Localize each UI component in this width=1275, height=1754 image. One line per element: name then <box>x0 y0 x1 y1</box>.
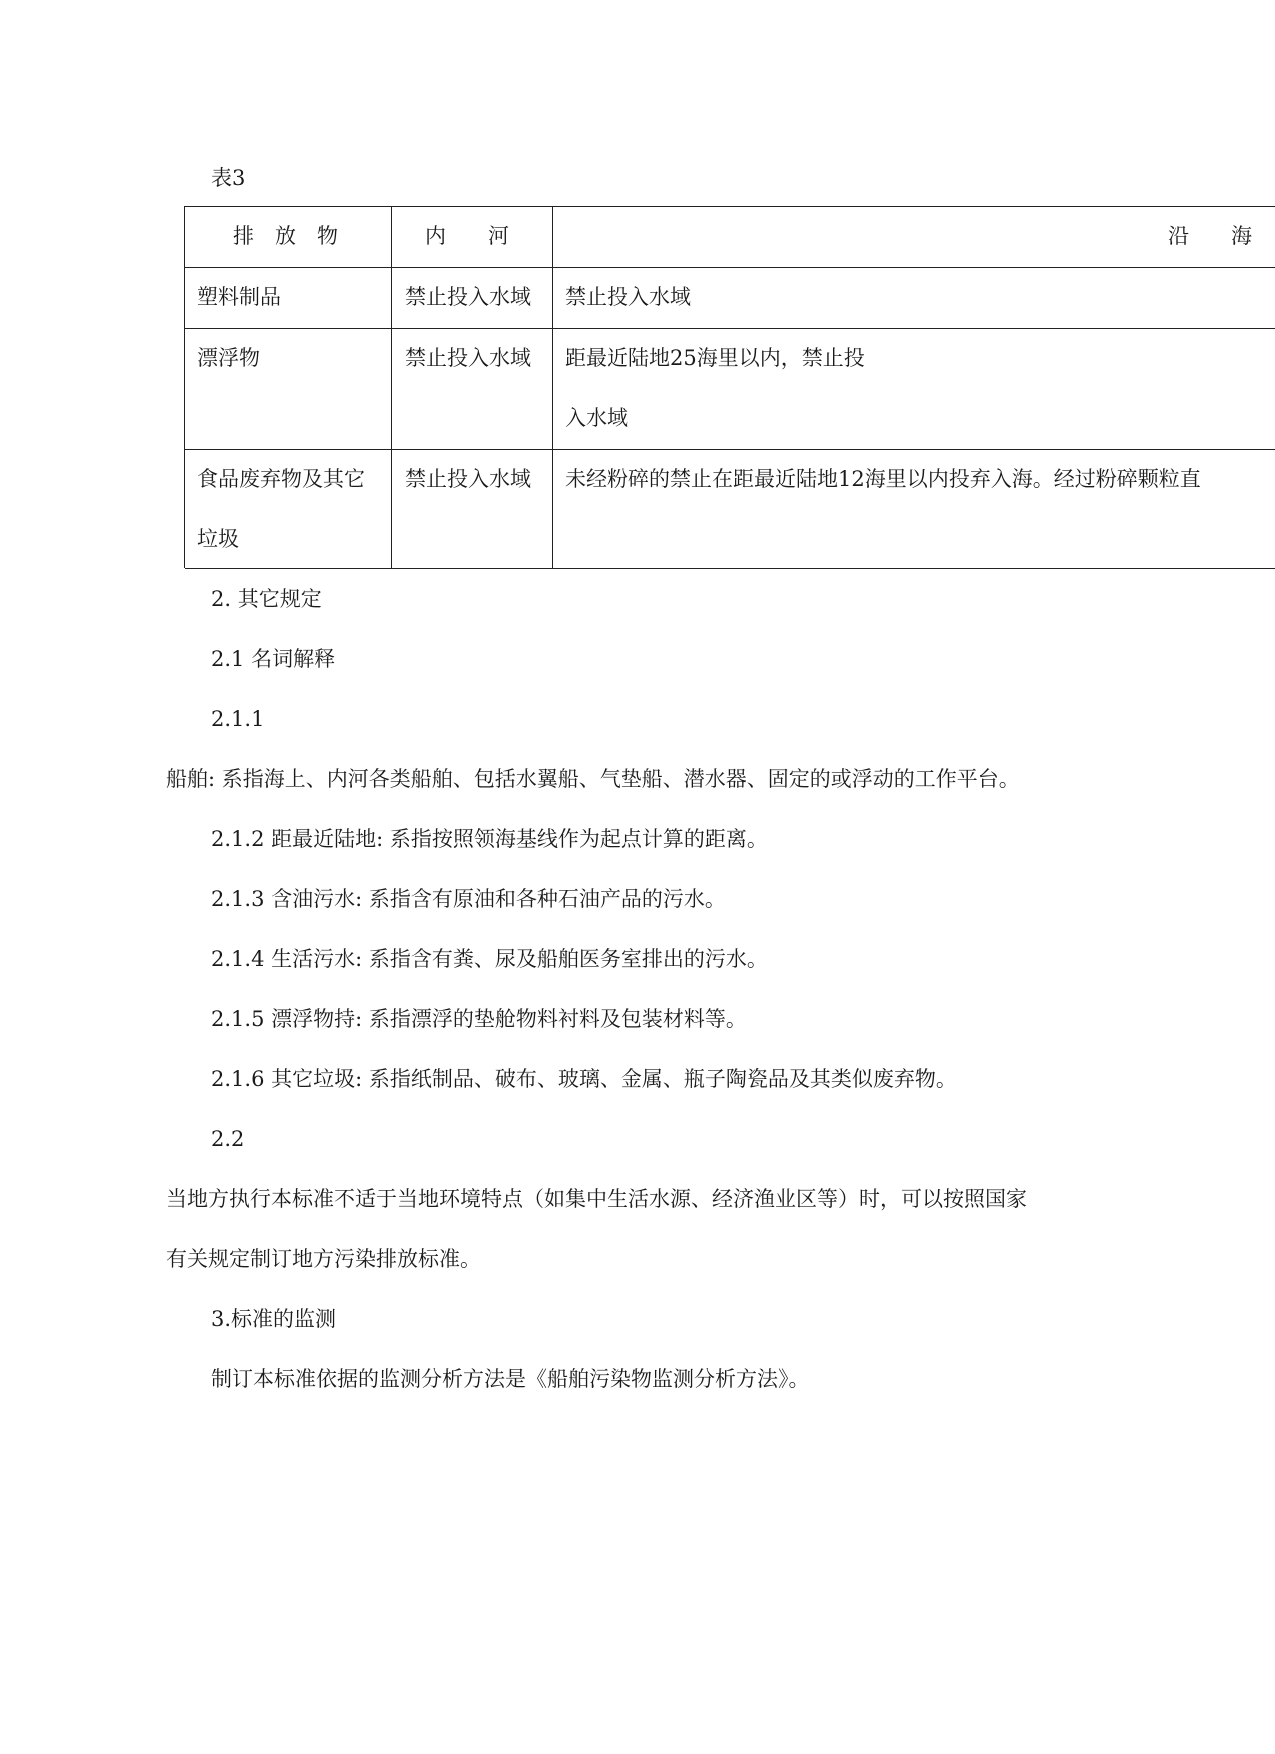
table-row-item: 塑料制品 <box>197 285 281 309</box>
section-2-1-5: 2.1.5 漂浮物持: 系指漂浮的垫舱物料衬料及包装材料等。 <box>211 1007 747 1031</box>
table-row-inland: 禁止投入水域 <box>405 285 531 309</box>
table-border-bottom <box>185 568 1275 569</box>
table-row-divider <box>185 328 1275 329</box>
section-2-1-4: 2.1.4 生活污水: 系指含有粪、尿及船舶医务室排出的污水。 <box>211 947 768 971</box>
table-row-inland: 禁止投入水域 <box>405 346 531 370</box>
section-3-text: 制订本标准依据的监测分析方法是《船舶污染物监测分析方法》。 <box>211 1367 810 1391</box>
table-row-coastal: 距最近陆地25海里以内，禁止投 <box>565 346 865 370</box>
section-2-2-number: 2.2 <box>211 1127 245 1151</box>
table-row-coastal: 禁止投入水域 <box>565 285 691 309</box>
table-row-coastal: 未经粉碎的禁止在距最近陆地12海里以内投弃入海。经过粉碎颗粒直 <box>565 467 1201 491</box>
section-2-heading: 2. 其它规定 <box>211 587 322 611</box>
table-col-divider <box>391 206 392 568</box>
table-row-item: 漂浮物 <box>197 346 260 370</box>
section-2-2-line1: 当地方执行本标准不适于当地环境特点（如集中生活水源、经济渔业区等）时，可以按照国家 <box>166 1187 1027 1211</box>
section-2-1-2: 2.1.2 距最近陆地: 系指按照领海基线作为起点计算的距离。 <box>211 827 768 851</box>
header-discharge: 排 放 物 <box>233 224 338 248</box>
table-border-top <box>185 206 1275 207</box>
section-3-heading: 3.标准的监测 <box>211 1307 337 1331</box>
header-inland: 内 河 <box>425 224 509 248</box>
section-2-2-line2: 有关规定制订地方污染排放标准。 <box>166 1247 481 1271</box>
table-row-coastal-cont: 入水域 <box>565 406 628 430</box>
table-row-inland: 禁止投入水域 <box>405 467 531 491</box>
section-2-1-heading: 2.1 名词解释 <box>211 647 336 671</box>
section-2-1-6: 2.1.6 其它垃圾: 系指纸制品、破布、玻璃、金属、瓶子陶瓷品及其类似废弃物。 <box>211 1067 957 1091</box>
section-2-1-1-number: 2.1.1 <box>211 707 265 731</box>
table-row-item-cont: 垃圾 <box>197 527 239 551</box>
table-col-divider <box>552 206 553 568</box>
header-coastal: 沿 海 <box>1168 224 1252 248</box>
table-row-divider <box>185 267 1275 268</box>
section-2-1-1-text: 船舶: 系指海上、内河各类船舶、包括水翼船、气垫船、潜水器、固定的或浮动的工作平台。 <box>166 767 1020 791</box>
table-row-divider <box>185 449 1275 450</box>
table-caption: 表3 <box>211 166 246 190</box>
table-row-item: 食品废弃物及其它 <box>197 467 365 491</box>
section-2-1-3: 2.1.3 含油污水: 系指含有原油和各种石油产品的污水。 <box>211 887 726 911</box>
discharge-table <box>184 206 1275 568</box>
